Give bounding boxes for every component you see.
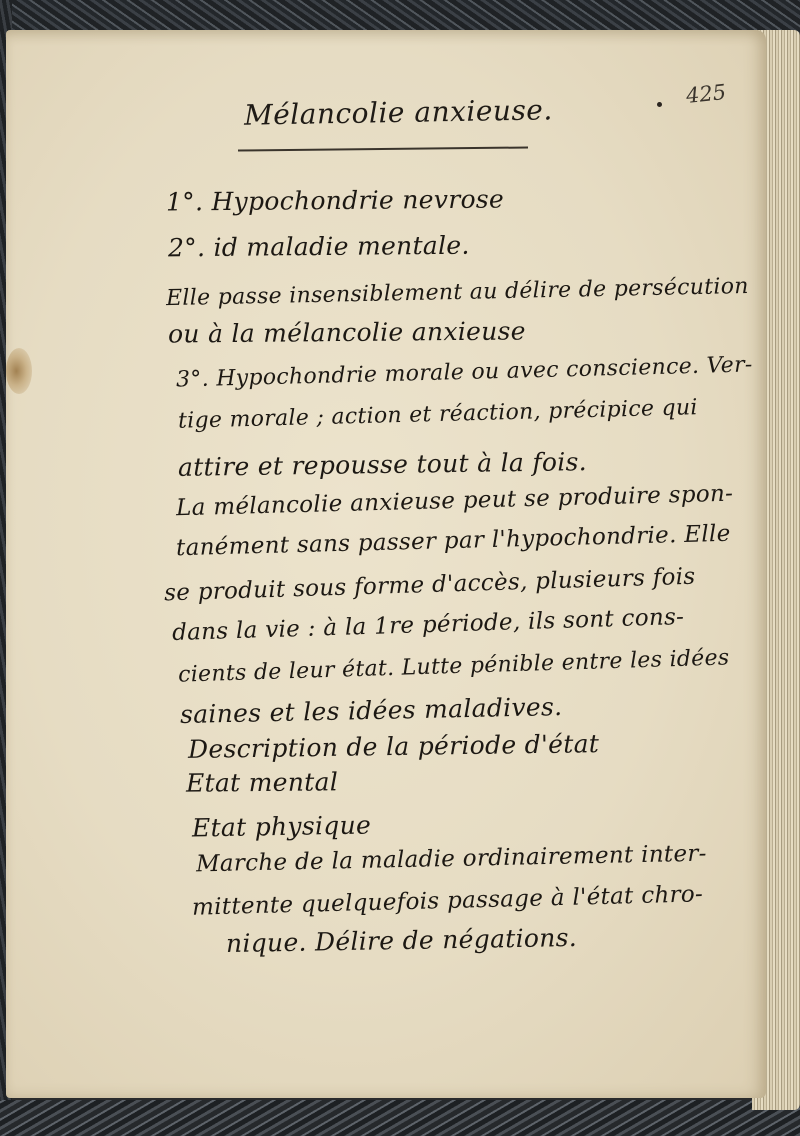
text-line: 1°. Hypochondrie nevrose <box>165 184 505 217</box>
text-line: tanément sans passer par l'hypochondrie. Elle <box>175 520 731 562</box>
text-line: Etat physique <box>191 810 372 843</box>
text-line: Description de la période d'état <box>187 729 600 764</box>
text-line: Marche de la maladie ordinairement inter- <box>195 840 707 878</box>
text-line: 3°. Hypochondrie morale ou avec conscience. Ver- <box>175 352 753 393</box>
text-line: mittente quelquefois passage à l'état chro- <box>191 881 704 921</box>
text-line: Elle passe insensiblement au délire de persécution <box>165 273 749 312</box>
text-line: 2°. id maladie mentale. <box>167 230 470 263</box>
page-title: Mélancolie anxieuse. <box>243 93 554 132</box>
text-line: se produit sous forme d'accès, plusieurs fois <box>163 563 696 607</box>
book-cover-bottom-edge <box>0 1100 800 1136</box>
text-line: La mélancolie anxieuse peut se produire spon- <box>175 480 734 522</box>
page-number: 425 <box>684 79 728 109</box>
text-line: tige morale ; action et réaction, précipice qui <box>177 395 699 434</box>
text-line: dans la vie : à la 1re période, ils sont cons- <box>171 603 685 647</box>
text-line: saines et les idées maladives. <box>179 691 563 730</box>
ink-dot <box>657 102 662 107</box>
text-line: nique. Délire de négations. <box>225 922 578 959</box>
text-line: cients de leur état. Lutte pénible entre les idées <box>177 645 730 688</box>
text-line: Etat mental <box>185 767 339 798</box>
foxing-stain <box>6 348 32 394</box>
text-line: ou à la mélancolie anxieuse <box>167 316 526 349</box>
text-line: attire et repousse tout à la fois. <box>177 447 588 482</box>
